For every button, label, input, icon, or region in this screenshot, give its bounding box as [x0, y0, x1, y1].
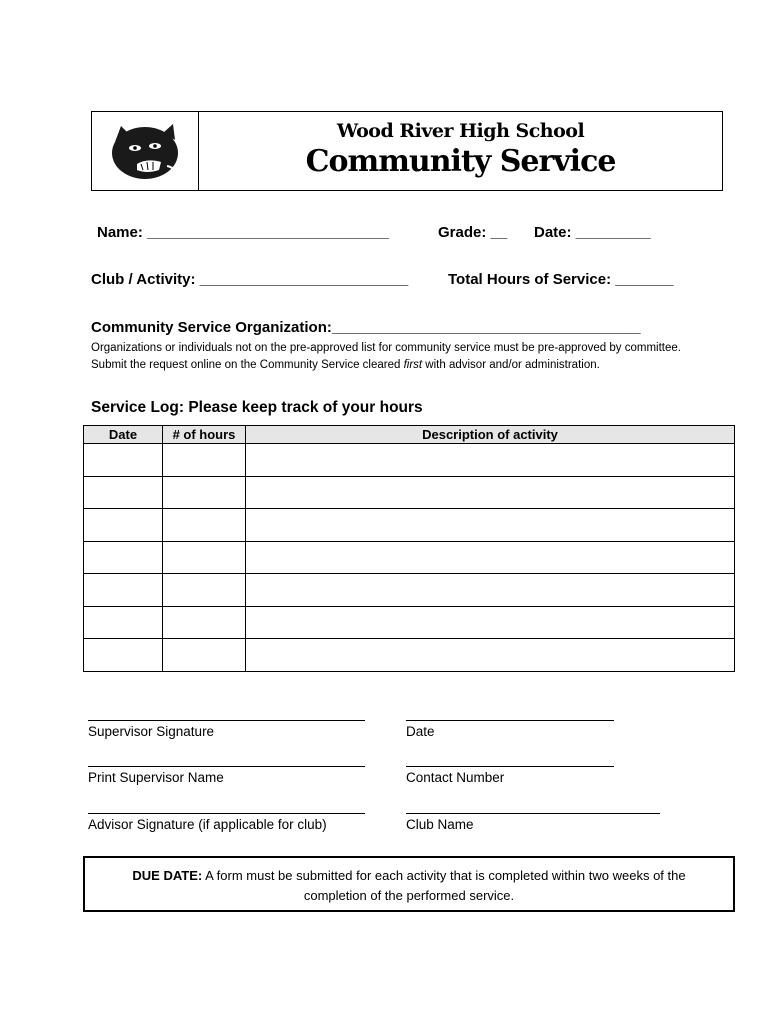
- table-row: [84, 444, 735, 477]
- date-cell[interactable]: [84, 541, 163, 574]
- club-activity-field[interactable]: Club / Activity: _________________________: [91, 271, 409, 288]
- name-field[interactable]: Name: _____________________________: [97, 224, 389, 241]
- description-cell[interactable]: [246, 444, 735, 477]
- advisor-signature-line[interactable]: [88, 813, 365, 814]
- organization-field[interactable]: Community Service Organization:_____________________________________: [91, 319, 641, 336]
- service-log-title: Service Log: Please keep track of your hours: [91, 399, 423, 416]
- date-field[interactable]: Date: _________: [534, 224, 651, 241]
- hours-cell[interactable]: [163, 574, 246, 607]
- table-row: [84, 574, 735, 607]
- date-cell[interactable]: [84, 606, 163, 639]
- supervisor-signature-label: Supervisor Signature: [88, 724, 215, 739]
- description-cell[interactable]: [246, 639, 735, 672]
- total-hours-field[interactable]: Total Hours of Service: _______: [448, 271, 674, 288]
- school-name: Wood River High School: [336, 120, 585, 142]
- hours-cell[interactable]: [163, 541, 246, 574]
- column-header-hours: # of hours: [163, 426, 246, 444]
- date-signature-label: Date: [406, 724, 435, 739]
- contact-number-line[interactable]: [406, 766, 614, 767]
- print-supervisor-name-line[interactable]: [88, 766, 365, 767]
- grade-field[interactable]: Grade: __: [438, 224, 508, 241]
- due-date-text: A form must be submitted for each activity that is completed within two weeks of the completion of the performed service.: [202, 868, 686, 903]
- date-cell[interactable]: [84, 476, 163, 509]
- hours-cell[interactable]: [163, 444, 246, 477]
- date-signature-line[interactable]: [406, 720, 614, 721]
- date-cell[interactable]: [84, 639, 163, 672]
- description-cell[interactable]: [246, 509, 735, 542]
- table-row: [84, 476, 735, 509]
- table-row: [84, 639, 735, 672]
- hours-cell[interactable]: [163, 509, 246, 542]
- contact-number-label: Contact Number: [406, 770, 505, 785]
- logo-cell: [92, 112, 199, 190]
- print-supervisor-name-label: Print Supervisor Name: [88, 770, 224, 785]
- form-header: [91, 111, 723, 191]
- advisor-signature-label: Advisor Signature (if applicable for club): [88, 817, 327, 832]
- description-cell[interactable]: [246, 476, 735, 509]
- panther-logo-icon: [107, 118, 183, 184]
- hours-cell[interactable]: [163, 606, 246, 639]
- date-cell[interactable]: [84, 509, 163, 542]
- date-cell[interactable]: [84, 574, 163, 607]
- description-cell[interactable]: [246, 606, 735, 639]
- description-cell[interactable]: [246, 541, 735, 574]
- club-name-label: Club Name: [406, 817, 474, 832]
- due-date-box: [83, 856, 735, 912]
- hours-cell[interactable]: [163, 476, 246, 509]
- preapproval-note: Organizations or individuals not on the pre-approved list for community service must be pre-approved by committee. Submit the request online on the Community Service cleared first with advisor and/or administration.: [91, 342, 681, 371]
- table-row: [84, 541, 735, 574]
- table-row: [84, 606, 735, 639]
- club-name-line[interactable]: [406, 813, 660, 814]
- table-row: [84, 509, 735, 542]
- note-emphasis: first: [403, 359, 423, 371]
- column-header-description: Description of activity: [246, 426, 735, 444]
- due-date-label: DUE DATE:: [132, 868, 203, 883]
- hours-cell[interactable]: [163, 639, 246, 672]
- date-cell[interactable]: [84, 444, 163, 477]
- column-header-date: Date: [84, 426, 163, 444]
- supervisor-signature-line[interactable]: [88, 720, 365, 721]
- form-title: Community Service: [305, 144, 616, 179]
- description-cell[interactable]: [246, 574, 735, 607]
- table-header-row: [84, 426, 735, 444]
- service-log-table: [83, 425, 735, 672]
